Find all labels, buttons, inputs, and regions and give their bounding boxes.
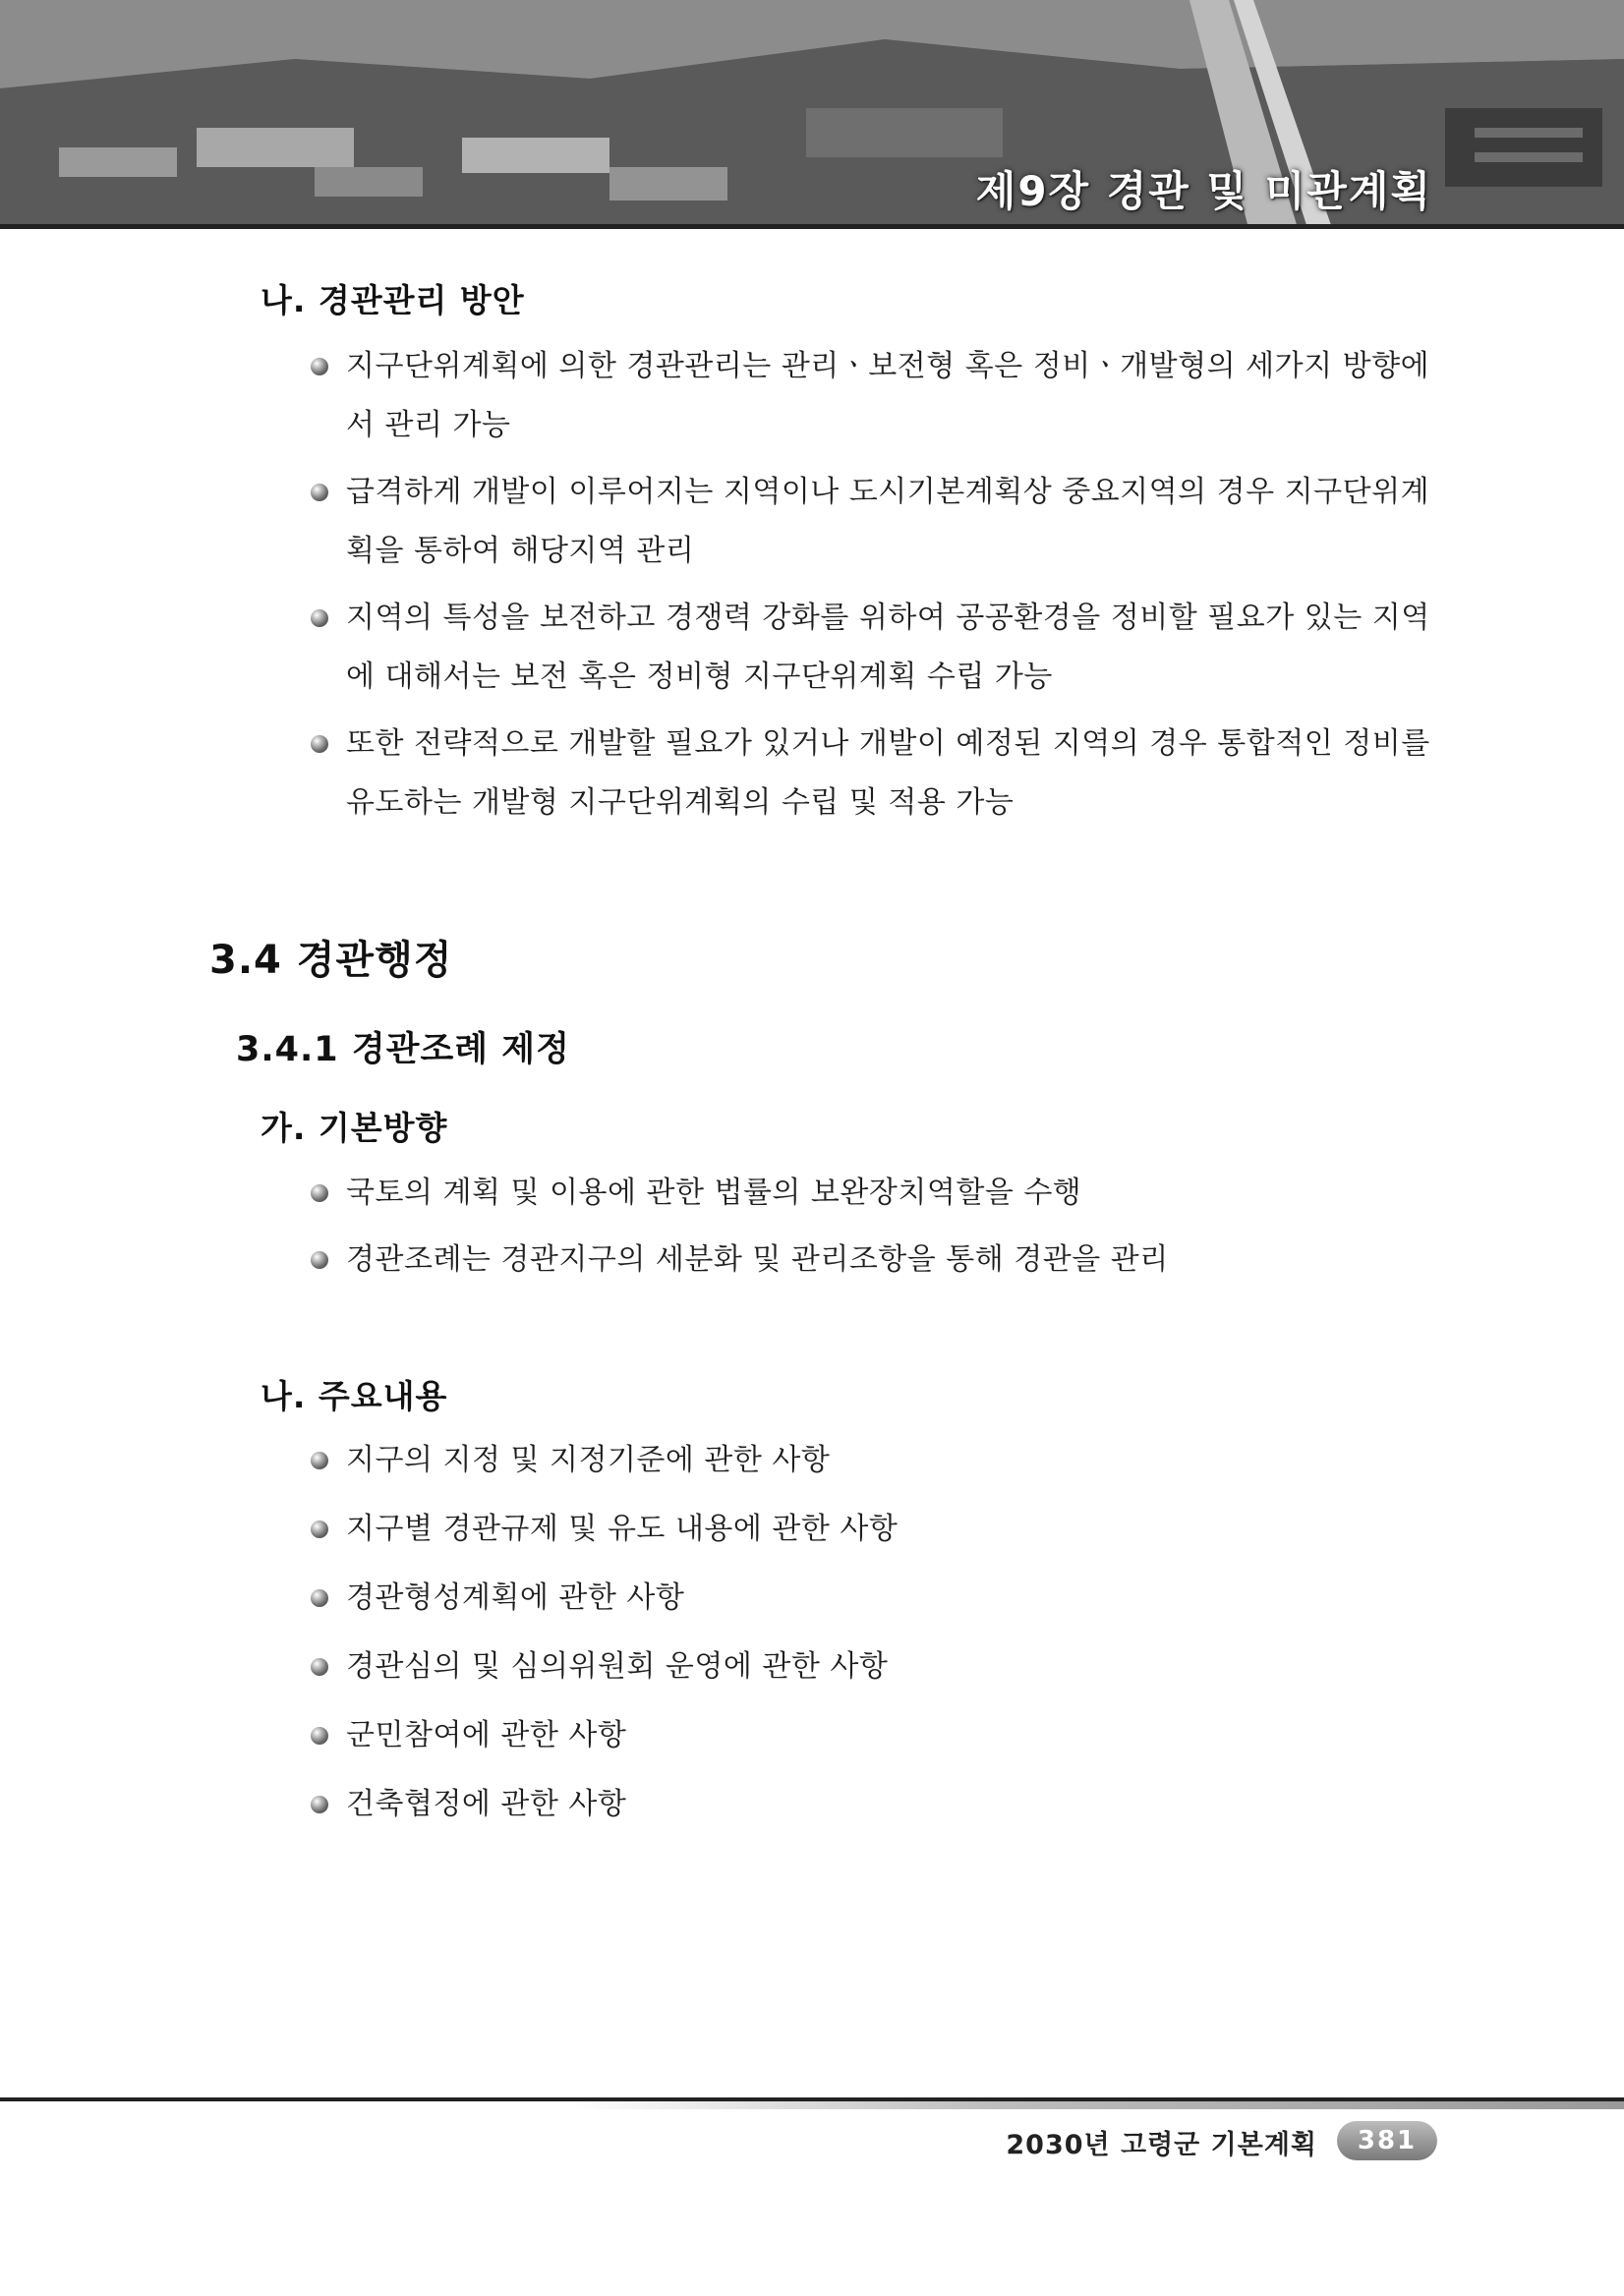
bullet-icon bbox=[311, 358, 328, 375]
list-item: 경관형성계획에 관한 사항 bbox=[307, 1568, 1437, 1629]
bullet-icon bbox=[311, 1521, 328, 1538]
list-item: 군민참여에 관한 사항 bbox=[307, 1705, 1437, 1766]
bullet-icon bbox=[311, 1452, 328, 1469]
section-heading-3-4-1: 3.4.1 경관조례 제정 bbox=[236, 1030, 570, 1069]
bullet-icon bbox=[311, 1796, 328, 1813]
list-item: 또한 전략적으로 개발할 필요가 있거나 개발이 예정된 지역의 경우 통합적인 정비를 유도하는 개발형 지구단위계획의 수립 및 적용 가능 bbox=[307, 715, 1437, 832]
bullet-icon bbox=[311, 1251, 328, 1269]
bullet-icon bbox=[311, 609, 328, 627]
bullet-icon bbox=[311, 1589, 328, 1607]
footer-publication-title: 2030년 고령군 기본계획 bbox=[1006, 2130, 1317, 2160]
list-item: 건축협정에 관한 사항 bbox=[307, 1774, 1437, 1835]
heading-main-contents: 나. 주요내용 bbox=[261, 1377, 448, 1415]
list-item: 국토의 계획 및 이용에 관한 법률의 보완장치역할을 수행 bbox=[307, 1164, 1437, 1223]
main-contents-list bbox=[307, 1430, 1437, 1835]
basic-direction-list bbox=[307, 1164, 1437, 1290]
heading-management-plan: 나. 경관관리 방안 bbox=[261, 281, 525, 319]
list-item: 지구단위계획에 의한 경관관리는 관리ㆍ보전형 혹은 정비ㆍ개발형의 세가지 방향에서 관리 가능 bbox=[307, 337, 1437, 455]
list-item: 지역의 특성을 보전하고 경쟁력 강화를 위하여 공공환경을 정비할 필요가 있는 지역에 대해서는 보전 혹은 정비형 지구단위계획 수립 가능 bbox=[307, 589, 1437, 707]
bullet-icon bbox=[311, 484, 328, 501]
header-divider bbox=[0, 224, 1624, 229]
bullet-icon bbox=[311, 735, 328, 753]
list-item: 지구의 지정 및 지정기준에 관한 사항 bbox=[307, 1430, 1437, 1491]
page-number-badge: 381 bbox=[1337, 2121, 1437, 2160]
management-plan-list bbox=[307, 337, 1437, 832]
heading-basic-direction: 가. 기본방향 bbox=[261, 1109, 448, 1147]
footer-gradient-bar bbox=[570, 2101, 1624, 2109]
list-item: 경관심의 및 심의위원회 운영에 관한 사항 bbox=[307, 1636, 1437, 1697]
bullet-icon bbox=[311, 1727, 328, 1745]
bullet-icon bbox=[311, 1658, 328, 1676]
header-banner bbox=[0, 0, 1624, 228]
list-item: 경관조례는 경관지구의 세분화 및 관리조항을 통해 경관을 관리 bbox=[307, 1231, 1437, 1290]
bullet-icon bbox=[311, 1184, 328, 1202]
section-heading-3-4: 3.4 경관행정 bbox=[209, 938, 453, 983]
chapter-title: 제9장 경관 및 미관계획 bbox=[975, 167, 1432, 215]
list-item: 급격하게 개발이 이루어지는 지역이나 도시기본계획상 중요지역의 경우 지구단위계획을 통하여 해당지역 관리 bbox=[307, 463, 1437, 581]
list-item: 지구별 경관규제 및 유도 내용에 관한 사항 bbox=[307, 1499, 1437, 1560]
